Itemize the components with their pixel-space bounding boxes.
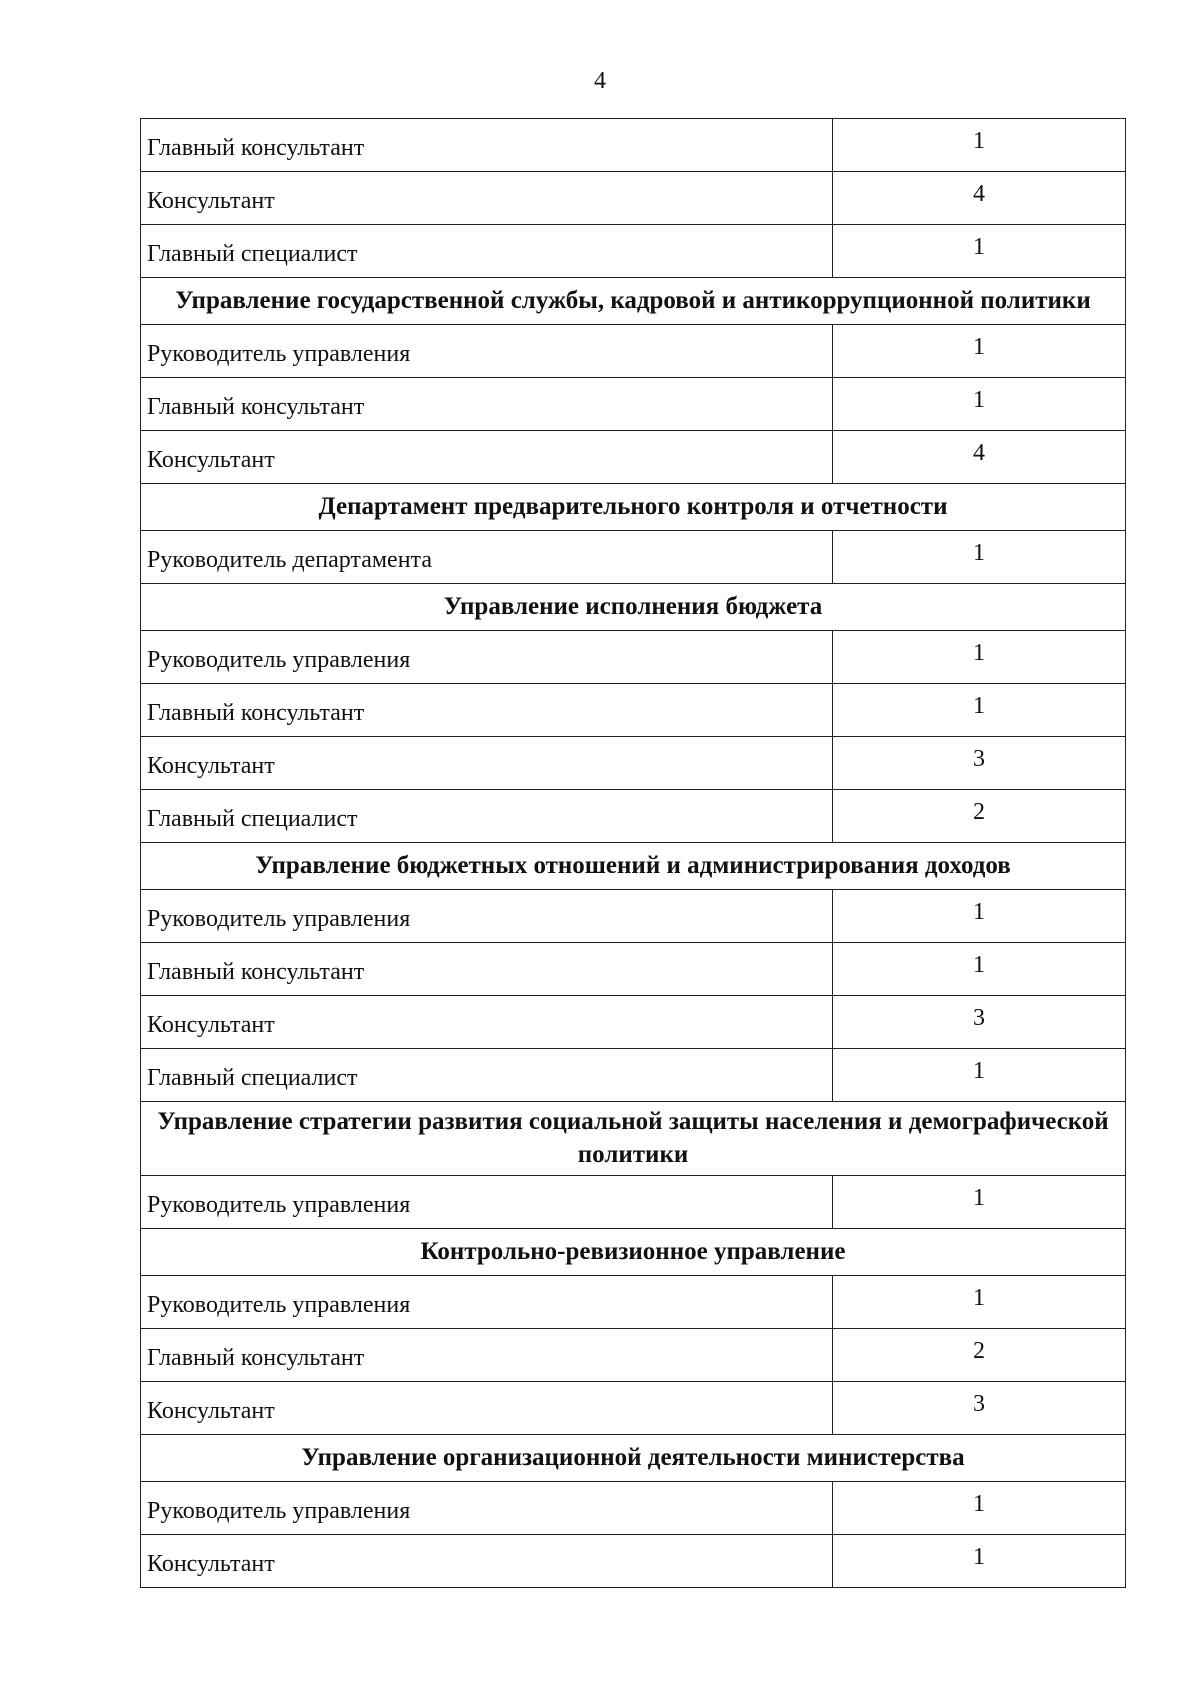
position-cell: Консультант xyxy=(141,431,833,484)
section-title: Департамент предварительного контроля и отчетности xyxy=(141,484,1126,531)
position-cell: Консультант xyxy=(141,1535,833,1588)
section-header-row xyxy=(141,1102,1126,1176)
table-row xyxy=(141,1482,1126,1535)
table-row xyxy=(141,1049,1126,1102)
count-cell: 1 xyxy=(833,1176,1126,1229)
position-cell: Главный консультант xyxy=(141,378,833,431)
section-title: Управление исполнения бюджета xyxy=(141,584,1126,631)
page-number: 4 xyxy=(594,68,606,94)
section-title: Управление организационной деятельности министерства xyxy=(141,1435,1126,1482)
position-cell: Главный консультант xyxy=(141,943,833,996)
count-cell: 1 xyxy=(833,1276,1126,1329)
position-cell: Руководитель управления xyxy=(141,325,833,378)
position-cell: Консультант xyxy=(141,737,833,790)
count-cell: 1 xyxy=(833,943,1126,996)
position-cell: Руководитель управления xyxy=(141,631,833,684)
count-cell: 1 xyxy=(833,531,1126,584)
section-title: Контрольно-ревизионное управление xyxy=(141,1229,1126,1276)
table-row xyxy=(141,378,1126,431)
count-cell: 3 xyxy=(833,996,1126,1049)
count-cell: 1 xyxy=(833,1482,1126,1535)
count-cell: 1 xyxy=(833,225,1126,278)
table-row xyxy=(141,1382,1126,1435)
position-cell: Главный консультант xyxy=(141,684,833,737)
table-row xyxy=(141,119,1126,172)
table-row xyxy=(141,943,1126,996)
position-cell: Руководитель управления xyxy=(141,1482,833,1535)
table-row xyxy=(141,1176,1126,1229)
count-cell: 2 xyxy=(833,1329,1126,1382)
count-cell: 4 xyxy=(833,172,1126,225)
section-title: Управление государственной службы, кадровой и антикоррупционной политики xyxy=(141,278,1126,325)
position-cell: Руководитель управления xyxy=(141,1276,833,1329)
count-cell: 1 xyxy=(833,325,1126,378)
position-cell: Главный консультант xyxy=(141,119,833,172)
position-cell: Консультант xyxy=(141,172,833,225)
position-cell: Главный специалист xyxy=(141,1049,833,1102)
section-title: Управление бюджетных отношений и администрирования доходов xyxy=(141,843,1126,890)
count-cell: 1 xyxy=(833,631,1126,684)
count-cell: 2 xyxy=(833,790,1126,843)
position-cell: Руководитель управления xyxy=(141,1176,833,1229)
section-header-row xyxy=(141,1435,1126,1482)
table-row xyxy=(141,325,1126,378)
count-cell: 4 xyxy=(833,431,1126,484)
count-cell: 1 xyxy=(833,684,1126,737)
count-cell: 1 xyxy=(833,890,1126,943)
section-header-row xyxy=(141,584,1126,631)
section-title: Управление стратегии развития социальной защиты населения и демографической политики xyxy=(141,1102,1126,1176)
section-header-row xyxy=(141,484,1126,531)
table-row xyxy=(141,431,1126,484)
position-cell: Главный специалист xyxy=(141,225,833,278)
section-header-row xyxy=(141,1229,1126,1276)
count-cell: 3 xyxy=(833,1382,1126,1435)
count-cell: 1 xyxy=(833,1049,1126,1102)
position-cell: Руководитель департамента xyxy=(141,531,833,584)
count-cell: 1 xyxy=(833,1535,1126,1588)
position-cell: Главный консультант xyxy=(141,1329,833,1382)
staffing-table xyxy=(140,118,1126,1588)
count-cell: 1 xyxy=(833,378,1126,431)
count-cell: 3 xyxy=(833,737,1126,790)
position-cell: Главный специалист xyxy=(141,790,833,843)
position-cell: Консультант xyxy=(141,996,833,1049)
table-row xyxy=(141,1276,1126,1329)
table-row xyxy=(141,631,1126,684)
section-header-row xyxy=(141,278,1126,325)
position-cell: Руководитель управления xyxy=(141,890,833,943)
table-row xyxy=(141,684,1126,737)
table-row xyxy=(141,890,1126,943)
table-row xyxy=(141,737,1126,790)
section-header-row xyxy=(141,843,1126,890)
table-row xyxy=(141,1535,1126,1588)
table-row xyxy=(141,172,1126,225)
count-cell: 1 xyxy=(833,119,1126,172)
table-row xyxy=(141,1329,1126,1382)
position-cell: Консультант xyxy=(141,1382,833,1435)
table-row xyxy=(141,225,1126,278)
table-row xyxy=(141,790,1126,843)
table-row xyxy=(141,531,1126,584)
staffing-table-body xyxy=(141,119,1126,1588)
table-row xyxy=(141,996,1126,1049)
